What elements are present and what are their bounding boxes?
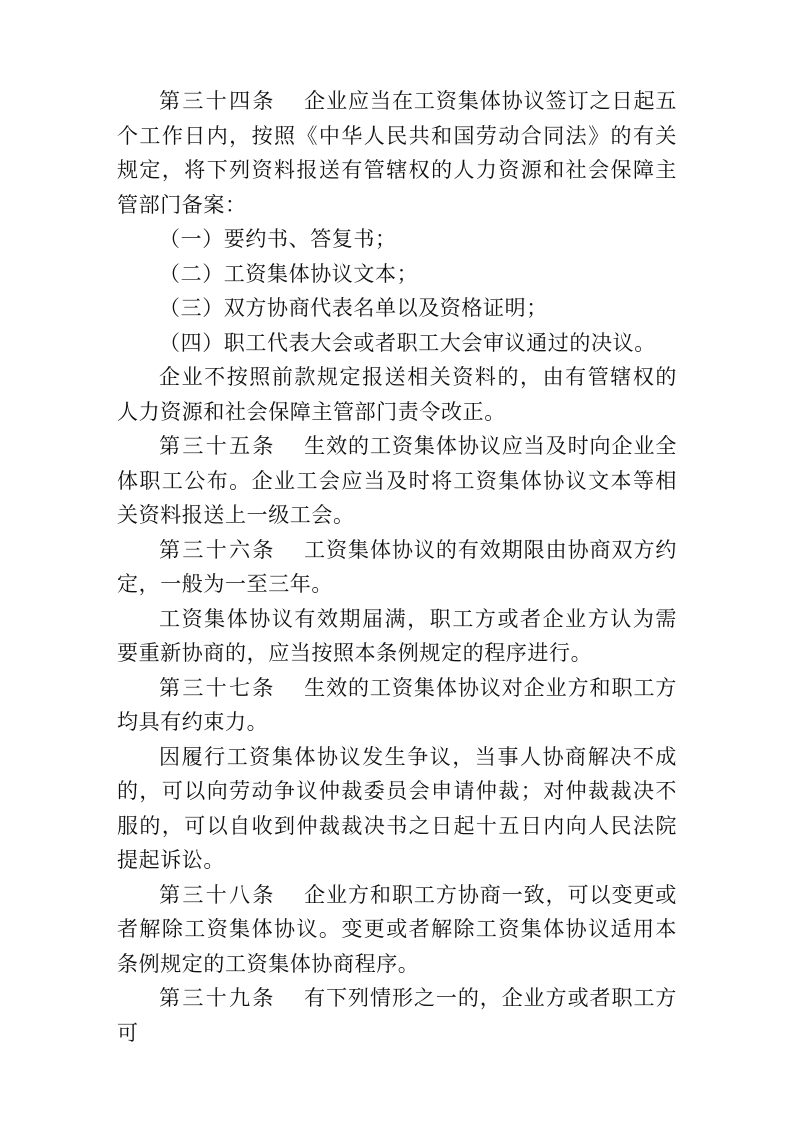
paragraph [117,602,677,671]
article-35 [117,429,677,533]
article-34 [117,84,677,222]
article-label: 第三十四条 [159,89,276,113]
article-38 [117,878,677,982]
list-item-text: （四）职工代表大会或者职工大会审议通过的决议。 [159,330,656,355]
article-text: 生效的工资集体协议对企业方和职工方均具有约束力。 [117,675,678,734]
article-39 [117,981,677,1050]
paragraph [117,360,677,429]
document-page [117,84,677,1050]
list-item-text: （二）工资集体协议文本； [159,261,419,286]
article-text: 企业方和职工方协商一致，可以变更或者解除工资集体协议。变更或者解除工资集体协议适用本条例规定的工资集体协商程序。 [117,882,678,976]
list-item-text: （三）双方协商代表名单以及资格证明； [159,296,548,320]
list-item [117,291,677,326]
paragraph-text: 工资集体协议有效期届满，职工方或者企业方认为需要重新协商的，应当按照本条例规定的程序进行。 [117,606,677,665]
article-37 [117,671,677,740]
list-item [117,222,677,257]
paragraph-text: 企业不按照前款规定报送相关资料的，由有管辖权的人力资源和社会保障主管部门责令改正。 [117,365,677,424]
paragraph-text: 因履行工资集体协议发生争议，当事人协商解决不成的，可以向劳动争议仲裁委员会申请仲裁；对仲裁裁决不服的，可以自收到仲裁裁决书之日起十五日内向人民法院提起诉讼。 [117,744,677,872]
list-item-text: （一）要约书、答复书； [159,227,397,251]
article-label: 第三十八条 [159,882,276,907]
article-label: 第三十五条 [159,434,276,458]
list-item [117,257,677,292]
article-label: 第三十六条 [159,537,276,562]
article-text: 生效的工资集体协议应当及时向企业全体职工公布。企业工会应当及时将工资集体协议文本等相关资料报送上一级工会。 [117,434,678,527]
article-text: 有下列情形之一的，企业方或者职工方可 [117,986,678,1045]
article-label: 第三十七条 [159,675,276,700]
list-item [117,326,677,361]
article-text: 企业应当在工资集体协议签订之日起五个工作日内，按照《中华人民共和国劳动合同法》的有关规定，将下列资料报送有管辖权的人力资源和社会保障主管部门备案： [117,89,678,217]
paragraph [117,740,677,878]
article-36 [117,533,677,602]
article-text: 工资集体协议的有效期限由协商双方约定，一般为一至三年。 [117,537,678,596]
article-label: 第三十九条 [159,986,276,1010]
